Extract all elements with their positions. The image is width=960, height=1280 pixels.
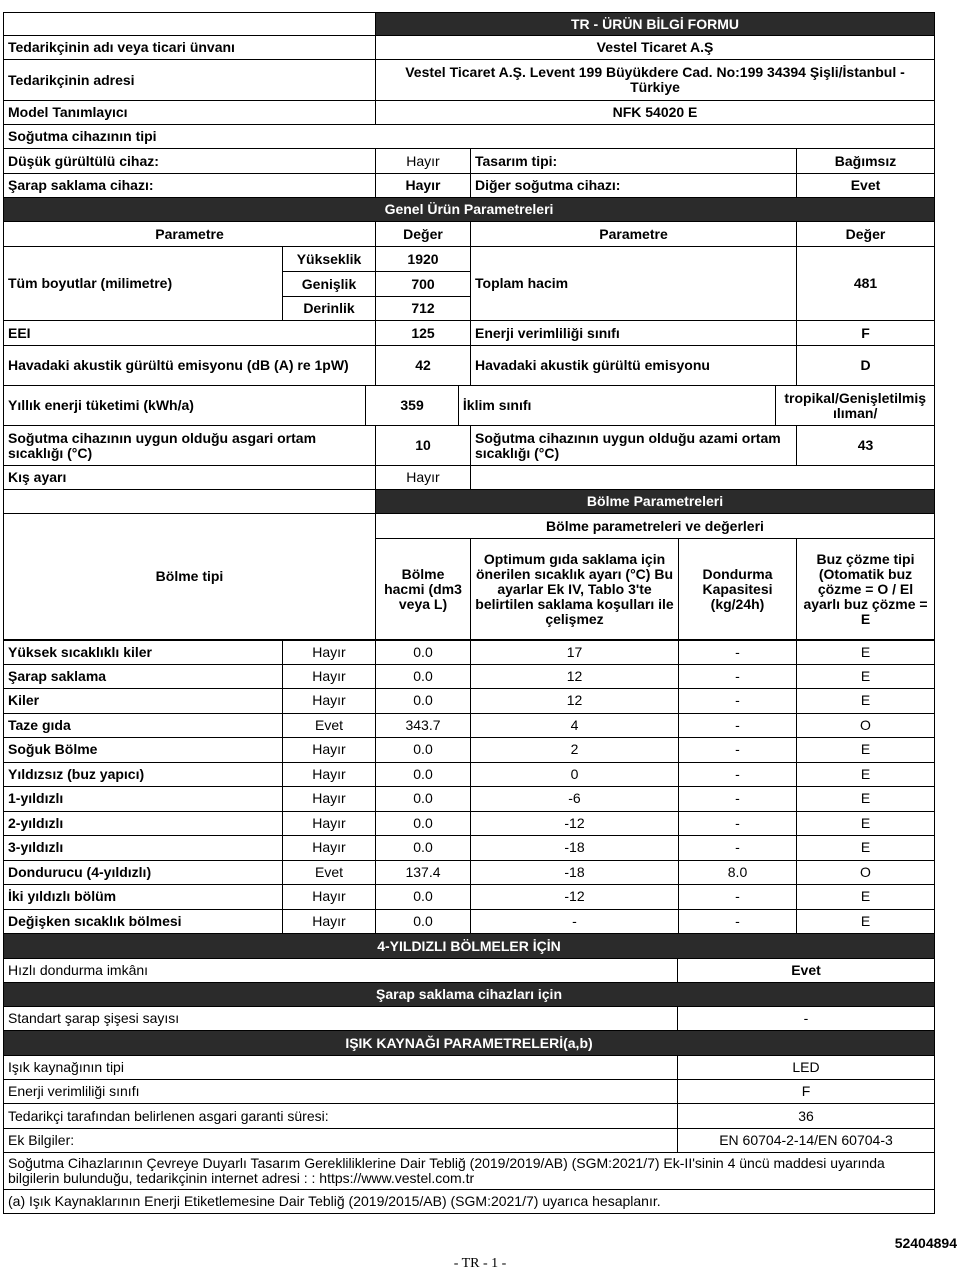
compartment-temp: 0 [471, 763, 679, 787]
bottles-value: - [803, 1010, 809, 1026]
compartment-present: Hayır [283, 641, 376, 664]
table-row [3, 689, 935, 714]
compartment-defrost: E [860, 741, 871, 758]
compartment-freeze: - [679, 714, 797, 738]
compartment-defrost: E [860, 814, 871, 831]
compartment-temp: 12 [471, 665, 679, 689]
product-info-sheet [3, 12, 935, 1214]
value-header-left: Değer [376, 222, 471, 246]
compartment-freeze: 8.0 [679, 861, 797, 885]
address-row [3, 60, 935, 101]
height-value: 1920 [407, 250, 439, 267]
max-temp-label: Soğutma cihazının uygun olduğu azami ortam sıcaklığı (°C) [471, 426, 797, 465]
compartment-temp: 2 [471, 738, 679, 762]
compartment-present: Evet [283, 861, 376, 885]
four-star-header-row [3, 934, 935, 959]
compartment-defrost: E [860, 912, 871, 929]
note-b: Soğutma Cihazlarının Çevreye Duyarlı Tasarım Gerekliliklerine Dair Tebliğ (2019/2019/AB) (SGM:2021/7) Ek-II'sinin 4 üncü maddesi uyarında bilgilerin bulunduğu, tedarikçinin internet adresi : : https://www.vestel.com.tr [8, 1155, 885, 1186]
dimensions-label: Tüm boyutlar (milimetre) [4, 247, 283, 320]
compartment-freeze: - [679, 836, 797, 860]
compartment-freeze: - [679, 787, 797, 811]
compartment-present: Evet [283, 714, 376, 738]
efficiency-class-value: F [861, 324, 870, 341]
compartment-volume: 0.0 [376, 689, 471, 713]
compartment-params-header: Bölme Parametreleri [376, 490, 934, 513]
climate-class-label: İklim sınıfı [459, 386, 776, 425]
compartment-defrost: O [860, 863, 871, 880]
compartment-defrost: O [860, 716, 871, 733]
compartment-freeze: - [679, 738, 797, 762]
compartment-temp: 4 [471, 714, 679, 738]
compartment-name: Yüksek sıcaklıklı kiler [4, 641, 283, 664]
document-number: 52404894 [894, 1235, 957, 1251]
model-row [3, 101, 935, 125]
compartment-name: Soğuk Bölme [4, 738, 283, 762]
compartment-header-row [3, 490, 935, 514]
depth-value: 712 [411, 300, 435, 316]
light-source-header: IŞIK KAYNAĞI PARAMETRELERİ(a,b) [4, 1031, 934, 1055]
min-temp-label: Soğutma cihazının uygun olduğu asgari ortam sıcaklığı (°C) [4, 426, 376, 465]
light-type-value: LED [792, 1059, 820, 1075]
table-row [3, 714, 935, 739]
compartment-volume: 0.0 [376, 910, 471, 934]
compartment-name: 1-yıldızlı [4, 787, 283, 811]
table-row [3, 910, 935, 935]
depth-label: Derinlik [283, 297, 376, 320]
compartment-name: Dondurucu (4-yıldızlı) [4, 861, 283, 885]
compartment-defrost: E [860, 839, 871, 856]
compartment-temp: - [471, 910, 679, 934]
compartment-name: 2-yıldızlı [4, 812, 283, 836]
fast-freeze-label: Hızlı dondurma imkânı [4, 959, 678, 982]
winter-row [3, 466, 935, 490]
eei-row [3, 321, 935, 346]
light-type-row [3, 1056, 935, 1080]
type-label: Soğutma cihazının tipi [8, 128, 157, 144]
compartment-temp: -12 [471, 812, 679, 836]
annual-energy-value: 359 [366, 386, 459, 425]
compartment-volume: 0.0 [376, 738, 471, 762]
table-row [3, 836, 935, 861]
address-line2: Türkiye [630, 79, 680, 95]
eei-label: EEI [4, 321, 376, 345]
compartment-present: Hayır [283, 836, 376, 860]
sheet-title: TR - ÜRÜN BİLGİ FORMU [376, 13, 934, 35]
volume-label: Toplam hacim [471, 247, 797, 320]
note-a: (a) Işık Kaynaklarının Enerji Etiketlemesine Dair Tebliğ (2019/2015/AB) (SGM:2021/7) uyarıca hesaplanır. [8, 1193, 661, 1209]
table-row [3, 738, 935, 763]
compartment-volume: 0.0 [376, 885, 471, 909]
low-noise-row [3, 149, 935, 174]
max-temp-value: 43 [857, 437, 874, 453]
temp-range-row [3, 426, 935, 466]
noise-label: Havadaki akustik gürültü emisyonu (dB (A) re 1pW) [4, 346, 376, 385]
table-row [3, 787, 935, 812]
winter-value: Hayır [376, 466, 471, 489]
compartment-defrost: E [860, 667, 871, 684]
compartment-columns-row [3, 514, 935, 640]
address-label: Tedarikçinin adresi [4, 60, 376, 100]
model-value: NFK 54020 E [612, 104, 698, 120]
compartment-params-label: Bölme parametreleri ve değerleri [376, 514, 934, 539]
wine-label: Şarap saklama cihazı: [4, 174, 376, 197]
param-header-left: Parametre [4, 222, 376, 246]
compartment-name: Şarap saklama [4, 665, 283, 689]
four-star-header: 4-YILDIZLI BÖLMELER İÇİN [4, 934, 934, 958]
compartment-volume: 0.0 [376, 641, 471, 664]
model-label: Model Tanımlayıcı [4, 101, 376, 124]
compartment-present: Hayır [283, 689, 376, 713]
light-eff-label: Enerji verimliliği sınıfı [4, 1080, 678, 1103]
width-label: Genişlik [283, 272, 376, 296]
table-row [3, 763, 935, 788]
param-header-right: Parametre [471, 222, 797, 246]
compartment-defrost: E [860, 888, 871, 905]
compartment-name: Taze gıda [4, 714, 283, 738]
compartment-present: Hayır [283, 738, 376, 762]
compartment-freeze: - [679, 910, 797, 934]
note-b-row [3, 1153, 935, 1190]
compartment-volume: 0.0 [376, 787, 471, 811]
compartment-defrost: E [860, 643, 871, 660]
note-a-row [3, 1190, 935, 1214]
bottles-row [3, 1007, 935, 1031]
other-cooling-label: Diğer soğutma cihazı: [471, 174, 797, 197]
compartment-freeze: - [679, 763, 797, 787]
compartment-present: Hayır [283, 665, 376, 689]
compartment-name: İki yıldızlı bölüm [4, 885, 283, 909]
fast-freeze-row [3, 959, 935, 983]
compartment-volume: 0.0 [376, 836, 471, 860]
other-cooling-value: Evet [850, 177, 881, 193]
compartment-present: Hayır [283, 763, 376, 787]
supplier-row [3, 36, 935, 60]
light-eff-value: F [801, 1083, 811, 1099]
wine-value: Hayır [376, 174, 471, 197]
table-row [3, 640, 935, 665]
compartment-defrost: E [860, 765, 871, 782]
compartment-defrost: E [860, 790, 871, 807]
col-temp-header: Optimum gıda saklama için önerilen sıcaklık ayarı (°C) Bu ayarlar Ek IV, Tablo 3'te belirtilen saklama koşulları ile çelişmez [471, 539, 679, 639]
address-line1: Vestel Ticaret A.Ş. Levent 199 Büyükdere Cad. No:199 34394 Şişli/İstanbul - [405, 64, 905, 80]
type-row [3, 125, 935, 149]
compartment-volume: 343.7 [376, 714, 471, 738]
winter-label: Kış ayarı [4, 466, 376, 489]
design-label: Tasarım tipi: [471, 149, 797, 173]
col-freeze-header: Dondurma Kapasitesi (kg/24h) [679, 539, 797, 639]
compartment-temp: -6 [471, 787, 679, 811]
col-defrost-header: Buz çözme tipi (Otomatik buz çözme = O / El ayarlı buz çözme = E [803, 550, 928, 627]
compartment-type-label: Bölme tipi [4, 514, 376, 639]
bottles-label: Standart şarap şişesi sayısı [4, 1007, 678, 1030]
compartment-name: 3-yıldızlı [4, 836, 283, 860]
wine-row [3, 174, 935, 198]
noise-class-label: Havadaki akustik gürültü emisyonu [471, 346, 797, 385]
value-header-right: Değer [845, 225, 886, 242]
annual-energy-row [3, 386, 935, 426]
light-header-row [3, 1031, 935, 1056]
table-row [3, 861, 935, 886]
design-value: Bağımsız [834, 152, 897, 169]
table-row [3, 812, 935, 837]
warranty-value: 36 [798, 1107, 814, 1124]
extra-info-label: Ek Bilgiler: [4, 1129, 678, 1152]
compartment-volume: 137.4 [376, 861, 471, 885]
compartment-name: Değişken sıcaklık bölmesi [4, 910, 283, 934]
col-volume-header: Bölme hacmi (dm3 veya L) [376, 539, 471, 639]
compartment-temp: -18 [471, 861, 679, 885]
compartment-table [3, 640, 935, 934]
low-noise-value: Hayır [376, 149, 471, 173]
extra-info-row [3, 1129, 935, 1153]
warranty-row [3, 1104, 935, 1129]
dimensions-row [3, 247, 935, 321]
light-type-label: Işık kaynağının tipi [4, 1056, 678, 1079]
compartment-freeze: - [679, 885, 797, 909]
compartment-freeze: - [679, 665, 797, 689]
compartment-present: Hayır [283, 787, 376, 811]
eei-value: 125 [376, 321, 471, 345]
general-header-row [3, 198, 935, 222]
param-header-row [3, 222, 935, 247]
height-label: Yükseklik [283, 247, 376, 271]
compartment-temp: 17 [471, 641, 679, 664]
annual-energy-label: Yıllık enerji tüketimi (kWh/a) [4, 386, 366, 425]
supplier-label: Tedarikçinin adı veya ticari ünvanı [4, 36, 376, 59]
width-value: 700 [411, 275, 435, 292]
title-row [3, 12, 935, 36]
volume-value: 481 [853, 275, 878, 291]
page-number: - TR - 1 - [453, 1256, 507, 1271]
supplier-value: Vestel Ticaret A.Ş [596, 39, 714, 55]
compartment-volume: 0.0 [376, 665, 471, 689]
compartment-freeze: - [679, 641, 797, 664]
light-eff-row [3, 1080, 935, 1104]
compartment-freeze: - [679, 812, 797, 836]
compartment-temp: 12 [471, 689, 679, 713]
compartment-temp: -12 [471, 885, 679, 909]
compartment-volume: 0.0 [376, 763, 471, 787]
compartment-volume: 0.0 [376, 812, 471, 836]
low-noise-label: Düşük gürültülü cihaz: [4, 149, 376, 173]
noise-value: 42 [376, 346, 471, 385]
compartment-defrost: E [860, 692, 871, 709]
table-row [3, 665, 935, 690]
general-params-header: Genel Ürün Parametreleri [4, 198, 934, 221]
climate-class-value: tropikal/Genişletilmiş ılıman/ [784, 389, 926, 421]
compartment-name: Yıldızsız (buz yapıcı) [4, 763, 283, 787]
noise-class-value: D [860, 357, 871, 373]
compartment-present: Hayır [283, 885, 376, 909]
compartment-name: Kiler [4, 689, 283, 713]
wine-header-row [3, 983, 935, 1007]
efficiency-class-label: Enerji verimliliği sınıfı [471, 321, 797, 345]
compartment-present: Hayır [283, 910, 376, 934]
noise-row [3, 346, 935, 386]
compartment-temp: -18 [471, 836, 679, 860]
wine-storage-header: Şarap saklama cihazları için [4, 983, 934, 1006]
fast-freeze-value: Evet [791, 962, 821, 978]
compartment-present: Hayır [283, 812, 376, 836]
extra-info-value: EN 60704-2-14/EN 60704-3 [719, 1132, 893, 1148]
compartment-freeze: - [679, 689, 797, 713]
table-row [3, 885, 935, 910]
min-temp-value: 10 [376, 426, 471, 465]
warranty-label: Tedarikçi tarafından belirlenen asgari garanti süresi: [4, 1104, 678, 1128]
